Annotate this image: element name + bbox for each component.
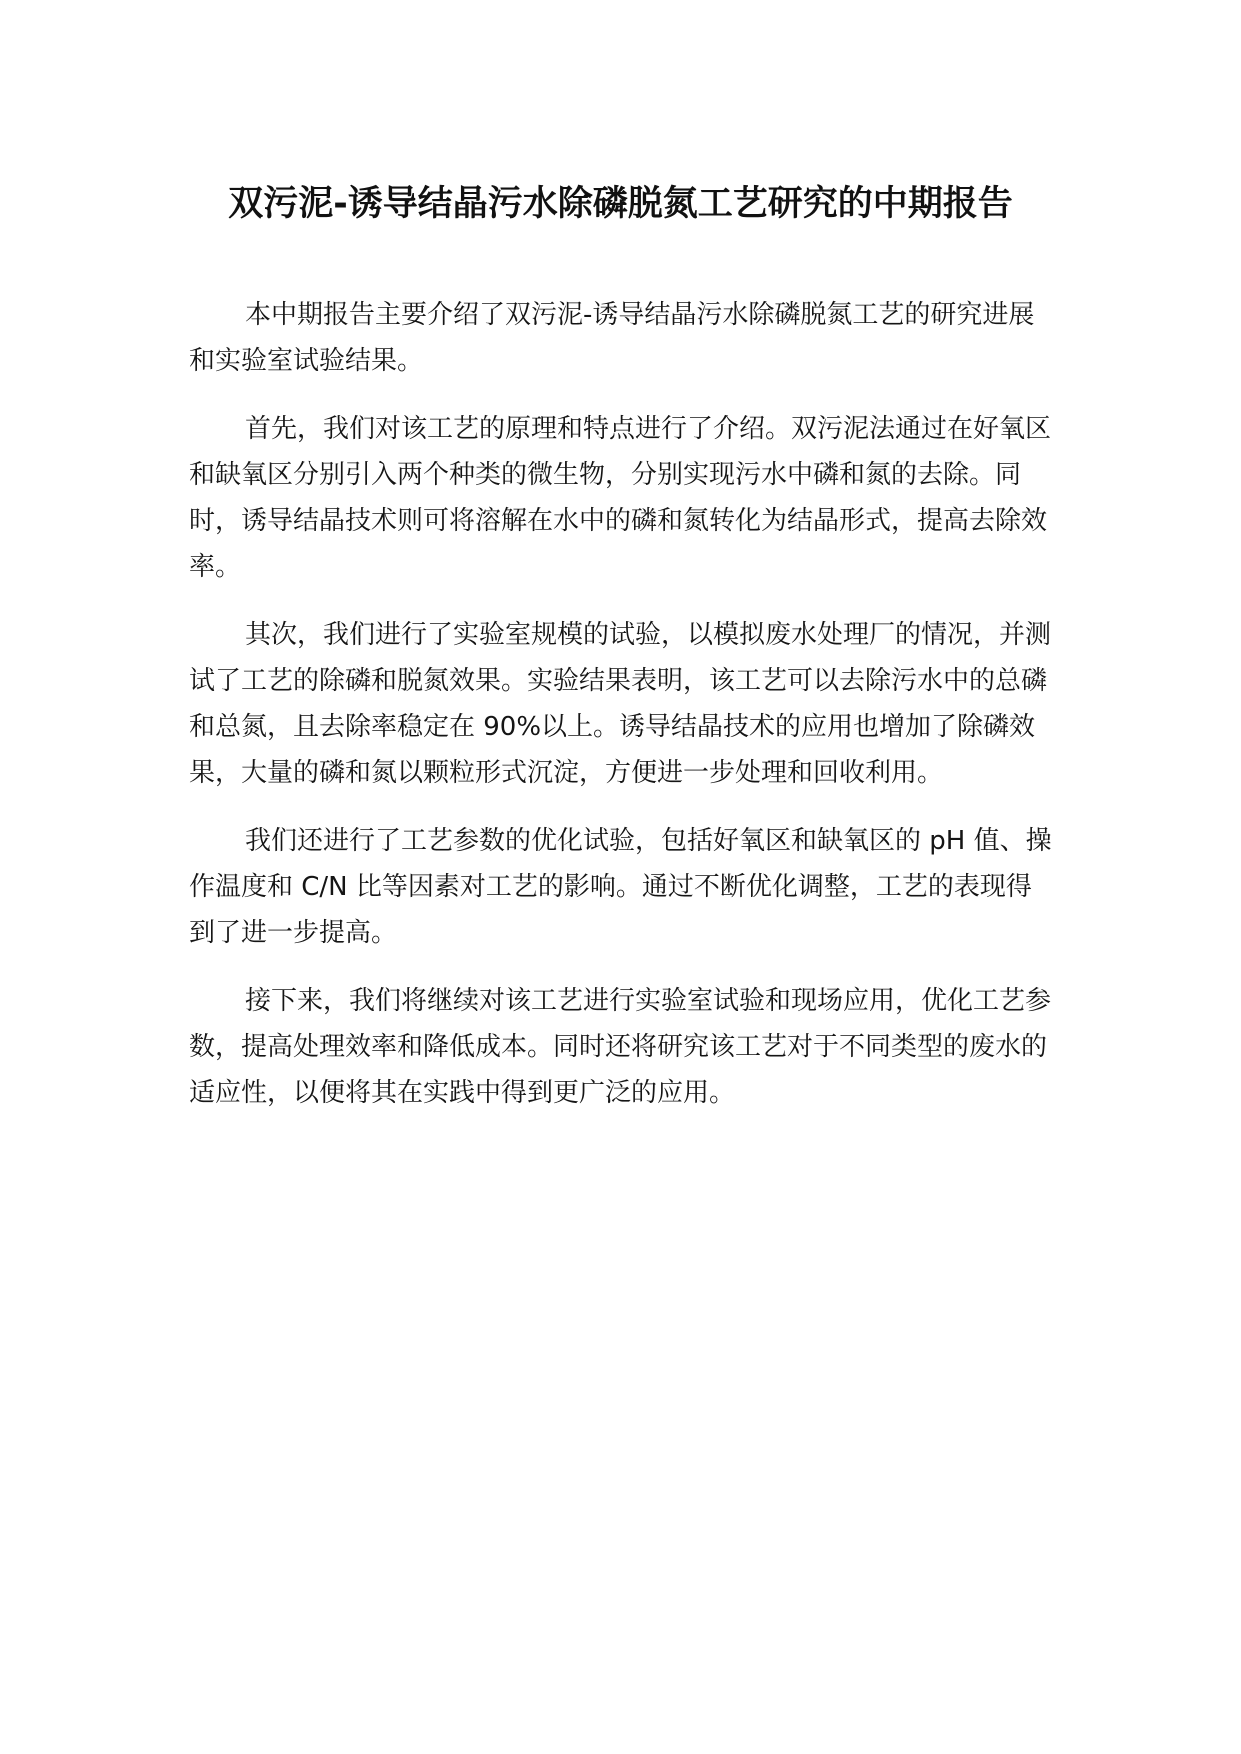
paragraph-intro: 本中期报告主要介绍了双污泥-诱导结晶污水除磷脱氮工艺的研究进展和实验室试验结果。 bbox=[189, 300, 1035, 376]
paragraph-principle: 首先，我们对该工艺的原理和特点进行了介绍。双污泥法通过在好氧区和缺氧区分别引入两个种类的微生物，分别实现污水中磷和氮的去除。同时，诱导结晶技术则可将溶解在水中的磷和氮转化为结晶形式，提高去除效率。 bbox=[189, 414, 1052, 582]
paragraph-optimization: 我们还进行了工艺参数的优化试验，包括好氧区和缺氧区的 pH 值、操作温度和 C/N 比等因素对工艺的影响。通过不断优化调整，工艺的表现得到了进一步提高。 bbox=[189, 826, 1052, 948]
document-body bbox=[189, 292, 1055, 1138]
document-title: 双污泥-诱导结晶污水除磷脱氮工艺研究的中期报告 bbox=[228, 184, 1013, 224]
paragraph-experiment: 其次，我们进行了实验室规模的试验，以模拟废水处理厂的情况，并测试了工艺的除磷和脱氮效果。实验结果表明，该工艺可以去除污水中的总磷和总氮，且去除率稳定在 90%以上。诱导结晶技术的应用也增加了除磷效果，大量的磷和氮以颗粒形式沉淀，方便进一步处理和回收利用。 bbox=[189, 620, 1052, 788]
paragraph-next-steps: 接下来，我们将继续对该工艺进行实验室试验和现场应用，优化工艺参数，提高处理效率和降低成本。同时还将研究该工艺对于不同类型的废水的适应性，以便将其在实践中得到更广泛的应用。 bbox=[189, 986, 1052, 1108]
